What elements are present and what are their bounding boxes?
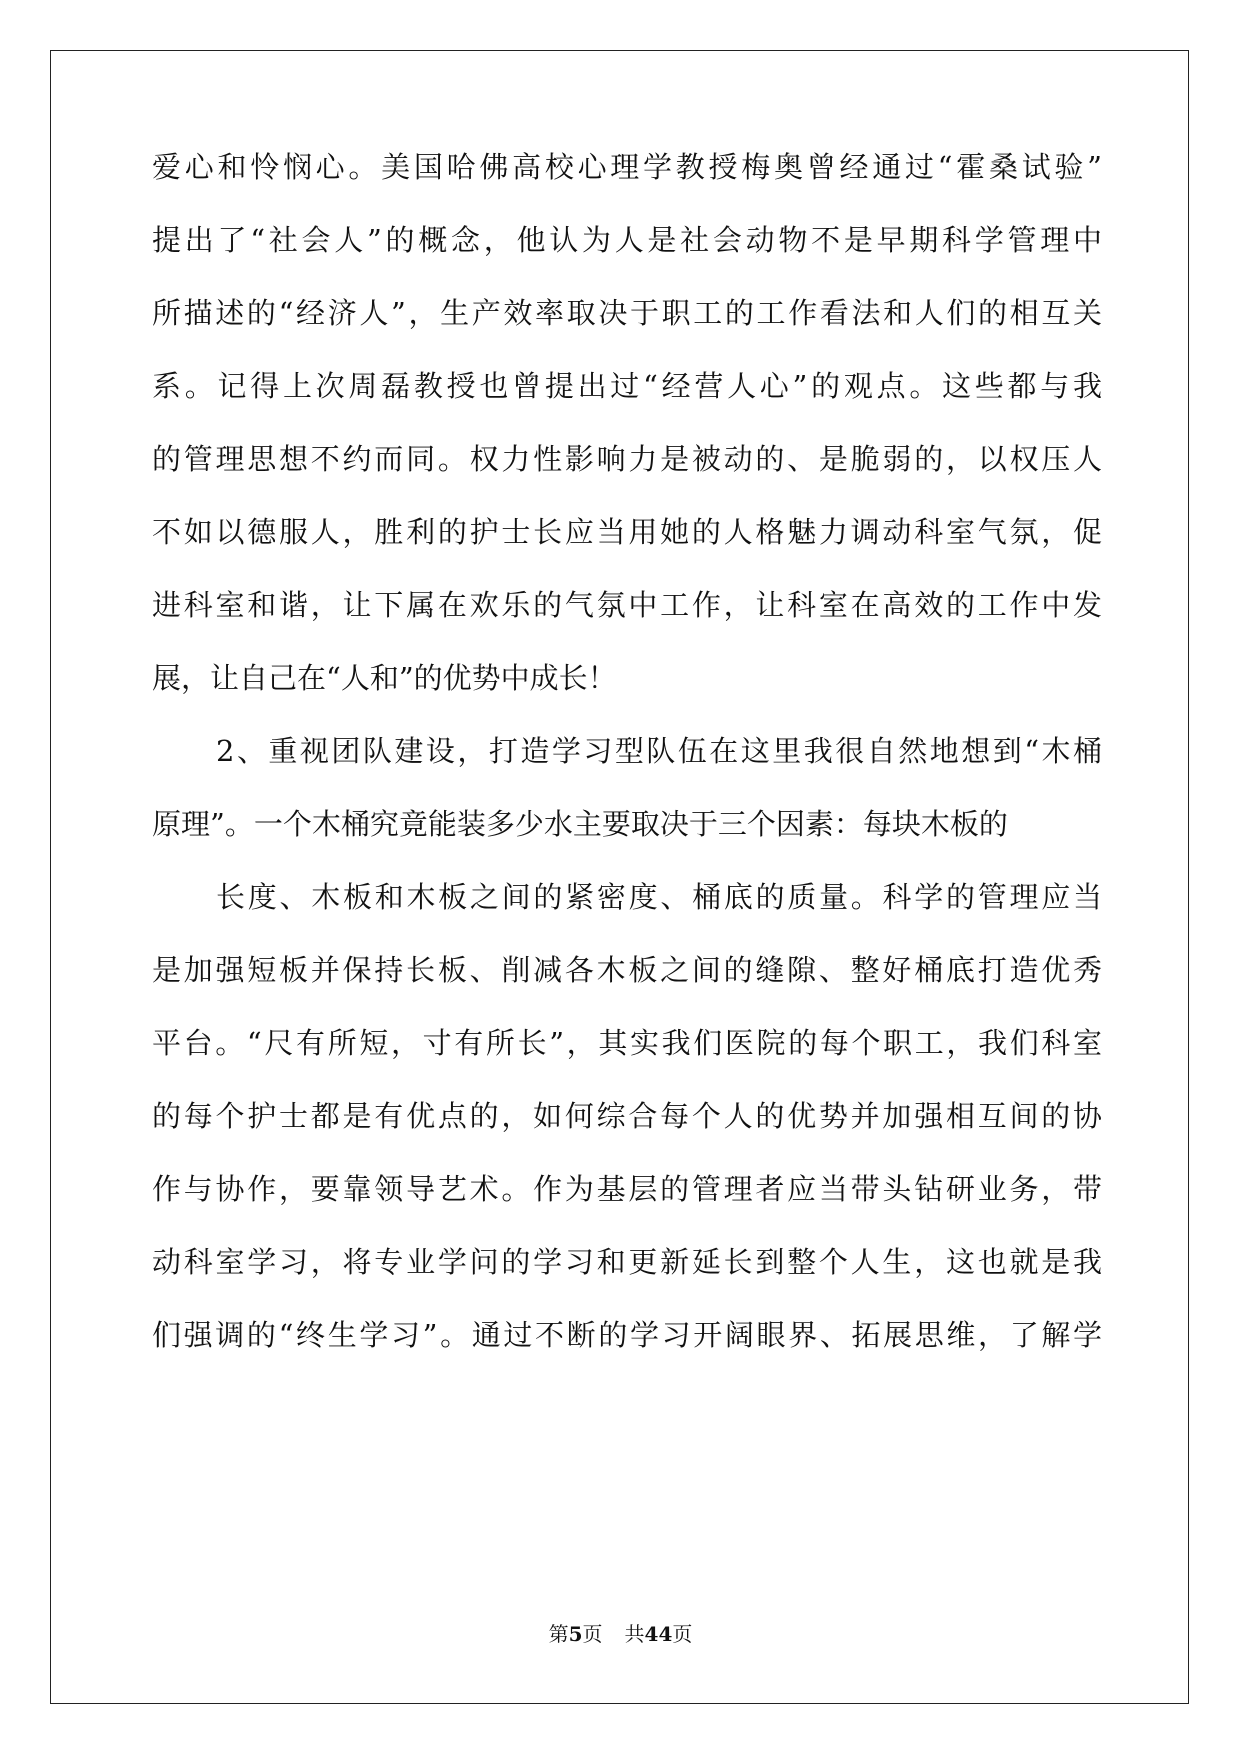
text-line: 所描述的“经济人”，生产效率取决于职工的工作看法和人们的相互关	[152, 296, 1102, 330]
text-line: 爱心和怜悯心。美国哈佛高校心理学教授梅奥曾经通过“霍桑试验”	[152, 150, 1102, 184]
total-pages: 44	[644, 1622, 673, 1646]
text-line: 原理”。一个木桶究竟能装多少水主要取决于三个因素：每块木板的	[152, 807, 1008, 841]
text-line: 长度、木板和木板之间的紧密度、桶底的质量。科学的管理应当	[216, 880, 1102, 914]
text-line: 是加强短板并保持长板、削减各木板之间的缝隙、整好桶底打造优秀	[152, 953, 1102, 987]
text-line: 动科室学习，将专业学问的学习和更新延长到整个人生，这也就是我	[152, 1245, 1102, 1279]
page-suffix: 页	[582, 1622, 603, 1646]
text-line: 2、重视团队建设，打造学习型队伍在这里我很自然地想到“木桶	[216, 734, 1102, 768]
text-line: 们强调的“终生学习”。通过不断的学习开阔眼界、拓展思维，了解学	[152, 1318, 1102, 1352]
page-footer	[0, 1618, 1241, 1647]
page-number: 5	[568, 1622, 583, 1646]
text-line: 提出了“社会人”的概念，他认为人是社会动物不是早期科学管理中	[152, 223, 1102, 257]
text-line: 展，让自己在“人和”的优势中成长！	[152, 661, 617, 695]
text-line: 作与协作，要靠领导艺术。作为基层的管理者应当带头钻研业务，带	[152, 1172, 1102, 1206]
total-suffix: 页	[672, 1622, 693, 1646]
text-line: 的管理思想不约而同。权力性影响力是被动的、是脆弱的，以权压人	[152, 442, 1102, 476]
total-prefix: 共	[624, 1622, 645, 1646]
text-line: 不如以德服人，胜利的护士长应当用她的人格魅力调动科室气氛，促	[152, 515, 1102, 549]
text-line: 的每个护士都是有优点的，如何综合每个人的优势并加强相互间的协	[152, 1099, 1102, 1133]
text-line: 进科室和谐，让下属在欢乐的气氛中工作，让科室在高效的工作中发	[152, 588, 1102, 622]
page-prefix: 第	[548, 1622, 569, 1646]
text-line: 系。记得上次周磊教授也曾提出过“经营人心”的观点。这些都与我	[152, 369, 1102, 403]
text-line: 平台。“尺有所短，寸有所长”，其实我们医院的每个职工，我们科室	[152, 1026, 1102, 1060]
